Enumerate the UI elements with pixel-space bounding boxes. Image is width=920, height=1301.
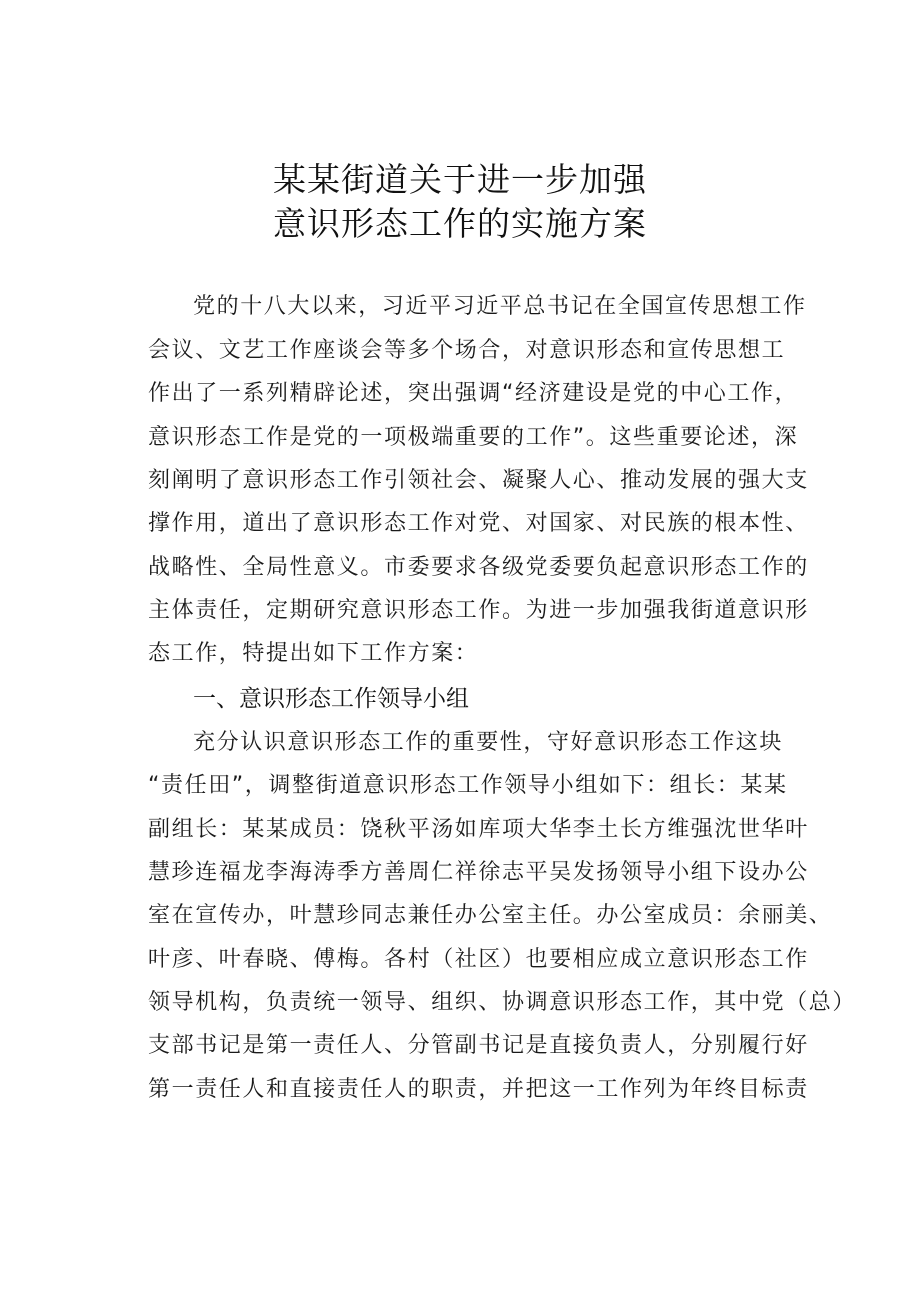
section1-line-2: “责任田”，调整街道意识形态工作领导小组如下：组长：某某	[148, 773, 788, 798]
document-title-line-2: 意识形态工作的实施方案	[273, 204, 647, 243]
section-heading-1: 一、意识形态工作领导小组	[193, 686, 469, 712]
intro-line-4: 意识形态工作是党的一项极端重要的工作”。这些重要论述，深	[148, 425, 799, 450]
section1-line-6: 叶彦、叶春晓、傅梅。各村（社区）也要相应成立意识形态工作	[148, 947, 809, 972]
intro-line-3: 作出了一系列精辟论述，突出强调“经济建设是党的中心工作，	[148, 381, 799, 406]
section1-line-8: 支部书记是第一责任人、分管副书记是直接负责人，分别履行好	[148, 1033, 809, 1058]
section1-line-7: 领导机构，负责统一领导、组织、协调意识形态工作，其中党（总）	[148, 990, 857, 1015]
intro-line-2: 会议、文艺工作座谈会等多个场合，对意识形态和宣传思想工	[148, 338, 786, 363]
document-title-line-1: 某某街道关于进一步加强	[273, 160, 647, 199]
section1-line-3: 副组长：某某成员：饶秋平汤如库项大华李土长方维强沈世华叶	[148, 817, 809, 842]
section1-line-1: 充分认识意识形态工作的重要性，守好意识形态工作这块	[193, 730, 784, 755]
intro-line-8: 主体责任，定期研究意识形态工作。为进一步加强我街道意识形	[148, 598, 809, 623]
intro-line-9: 态工作，特提出如下工作方案：	[148, 641, 479, 666]
intro-line-5: 刻阐明了意识形态工作引领社会、凝聚人心、推动发展的强大支	[148, 468, 809, 493]
section1-line-4: 慧珍连福龙李海涛季方善周仁祥徐志平吴发扬领导小组下设办公	[148, 860, 809, 885]
intro-line-1: 党的十八大以来，习近平习近平总书记在全国宣传思想工作	[193, 294, 807, 319]
intro-line-6: 撑作用，道出了意识形态工作对党、对国家、对民族的根本性、	[148, 511, 809, 536]
section1-line-9: 第一责任人和直接责任人的职责，并把这一工作列为年终目标责	[148, 1077, 809, 1102]
section1-line-5: 室在宣传办，叶慧珍同志兼任办公室主任。办公室成员：余丽美、	[148, 903, 833, 928]
intro-line-7: 战略性、全局性意义。市委要求各级党委要负起意识形态工作的	[148, 555, 809, 580]
